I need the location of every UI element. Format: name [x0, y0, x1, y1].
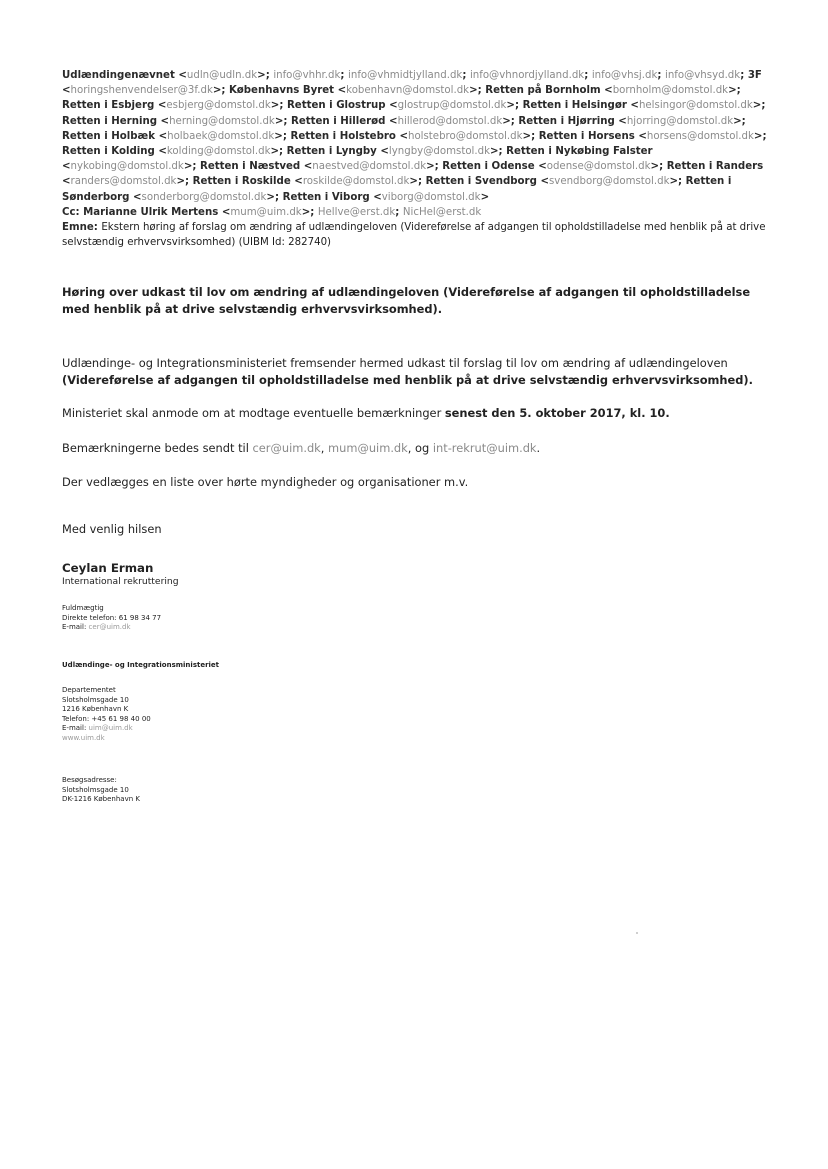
signature-contact: Fuldmægtig Direkte telefon: 61 98 34 77 E-mail: cer@uim.dk: [62, 604, 162, 632]
to-recipient-name: Retten i Hjørring: [518, 115, 619, 127]
to-recipient-name: Retten i Holbæk: [62, 130, 159, 142]
to-recipient: [287, 146, 499, 157]
angle-bracket: <: [157, 100, 167, 112]
to-recipient-email[interactable]: kolding@domstol.dk: [166, 146, 271, 158]
angle-bracket: >: [257, 70, 266, 81]
to-recipient-name: Retten i Randers: [666, 161, 764, 173]
paragraph-3: Bemærkningerne bedes sendt til cer@uim.dk, mum@uim.dk, og int-rekrut@uim.dk.: [62, 441, 541, 455]
separator: ;: [659, 161, 667, 173]
angle-bracket: <: [373, 191, 382, 203]
to-recipient: [291, 116, 511, 127]
to-recipient: [592, 70, 658, 81]
angle-bracket: >: [301, 206, 311, 218]
signature-title: International rekruttering: [62, 576, 179, 587]
angle-bracket: <: [638, 130, 647, 142]
angle-bracket: >: [270, 100, 280, 112]
angle-bracket: <: [160, 115, 170, 127]
separator: ;: [279, 146, 287, 158]
angle-bracket: >: [176, 176, 185, 188]
angle-bracket: >: [409, 176, 418, 188]
cc-recipient-email[interactable]: Hellve@erst.dk: [317, 206, 396, 218]
angle-bracket: <: [630, 100, 639, 112]
to-recipient-name: Retten i Kolding: [62, 146, 159, 158]
scan-speck: [636, 932, 638, 934]
separator: ;: [736, 85, 741, 97]
cc-recipient-name: Marianne Ulrik Mertens: [83, 206, 222, 218]
cc-recipient: [83, 207, 310, 218]
to-recipient-email[interactable]: holstebro@domstol.dk: [407, 130, 523, 142]
cc-label: Cc:: [62, 206, 84, 218]
angle-bracket: <: [604, 85, 613, 97]
to-recipient-email[interactable]: esbjerg@domstol.dk: [166, 100, 271, 112]
to-recipient-email[interactable]: glostrup@domstol.dk: [397, 100, 507, 112]
to-recipient-name: Retten i Lyngby: [286, 146, 381, 158]
to-recipient-name: Københavns Byret: [229, 85, 338, 97]
angle-bracket: >: [752, 100, 762, 112]
to-recipient-email[interactable]: bornholm@domstol.dk: [612, 85, 729, 97]
org-email-link[interactable]: uim@uim.dk: [88, 724, 133, 733]
to-recipient-email[interactable]: sonderborg@domstol.dk: [141, 191, 267, 203]
email-link-mum[interactable]: mum@uim.dk: [328, 441, 408, 455]
to-recipient: [62, 146, 279, 157]
to-recipients: [62, 68, 774, 205]
separator: ;: [477, 85, 486, 97]
angle-bracket: >: [426, 161, 435, 173]
angle-bracket: >: [480, 191, 490, 203]
to-recipient-name: Retten i Viborg: [282, 191, 374, 203]
cc-recipient-email[interactable]: NicHel@erst.dk: [402, 206, 482, 218]
angle-bracket: >: [469, 85, 478, 97]
to-recipient-email[interactable]: horsens@domstol.dk: [646, 130, 754, 142]
subject-label: Emne:: [62, 222, 102, 234]
cc-recipient: [403, 207, 481, 218]
cc-line: [62, 205, 774, 220]
separator: ;: [761, 100, 766, 112]
body-heading: [62, 284, 774, 317]
to-recipient-email[interactable]: herning@domstol.dk: [169, 115, 275, 127]
to-recipient: [283, 192, 490, 203]
email-link-cer[interactable]: cer@uim.dk: [252, 441, 321, 455]
to-recipient: [62, 70, 266, 81]
to-recipient-name: Retten i Herning: [62, 115, 161, 127]
to-recipient-email[interactable]: hillerod@domstol.dk: [397, 115, 503, 127]
organization-name: Udlændinge- og Integrationsministeriet: [62, 661, 220, 669]
angle-bracket: <: [618, 115, 627, 127]
to-recipient-name: Retten i Svendborg: [425, 176, 541, 188]
to-recipient: [442, 161, 659, 172]
to-recipient: [426, 176, 678, 187]
separator: ;: [462, 70, 470, 81]
separator: ;: [657, 70, 665, 81]
separator: ;: [279, 100, 287, 112]
email-link-int-rekrut[interactable]: int-rekrut@uim.dk: [432, 441, 537, 455]
to-recipient-email[interactable]: kobenhavn@domstol.dk: [346, 85, 470, 97]
angle-bracket: >: [274, 115, 284, 127]
to-recipient-name: Retten i Næstved: [199, 161, 304, 173]
email-header: [62, 68, 774, 250]
to-recipient-email[interactable]: randers@domstol.dk: [70, 176, 177, 188]
to-recipient: [518, 116, 741, 127]
to-recipient-email[interactable]: info@vhsj.dk: [591, 70, 658, 81]
angle-bracket: >: [650, 161, 660, 173]
angle-bracket: <: [380, 146, 389, 158]
to-recipient: [62, 116, 283, 127]
to-recipient-name: 3F: [747, 70, 762, 81]
separator: ;: [274, 191, 283, 203]
angle-bracket: <: [62, 85, 71, 97]
angle-bracket: >: [502, 115, 511, 127]
to-recipient-name: Retten på Bornholm: [485, 85, 605, 97]
separator: ;: [510, 115, 519, 127]
to-recipient-name: Retten i Hillerød: [291, 115, 390, 127]
to-recipient: [229, 85, 478, 96]
separator: ;: [434, 161, 443, 173]
separator: ;: [740, 70, 748, 81]
angle-bracket: <: [389, 100, 398, 112]
to-recipient: [470, 70, 584, 81]
department-address: Departementet Slotsholmsgade 10 1216 København K Telefon: +45 61 98 40 00 E-mail: uim@uim.dk www.uim.dk: [62, 686, 774, 744]
to-recipient-email[interactable]: odense@domstol.dk: [546, 161, 651, 173]
angle-bracket: >: [183, 161, 193, 173]
angle-bracket: <: [132, 191, 142, 203]
to-recipient-name: Retten i Roskilde: [192, 176, 295, 188]
angle-bracket: >: [669, 176, 679, 188]
to-recipient-email[interactable]: horingshenvendelser@3f.dk: [70, 85, 213, 97]
to-recipient-email[interactable]: roskilde@domstol.dk: [302, 176, 410, 188]
paragraph-4: Der vedlægges en liste over hørte myndigheder og organisationer m.v.: [62, 475, 469, 489]
angle-bracket: <: [178, 70, 187, 81]
angle-bracket: >: [753, 130, 763, 142]
angle-bracket: <: [294, 176, 303, 188]
angle-bracket: >: [489, 146, 499, 158]
angle-bracket: >: [266, 191, 275, 203]
to-recipient-name: Retten i Helsingør: [522, 100, 631, 112]
to-recipient: [539, 131, 763, 142]
to-recipient: [523, 100, 762, 111]
closing: Med venlig hilsen: [62, 522, 162, 536]
separator: ;: [531, 130, 539, 142]
separator: ;: [340, 70, 349, 81]
angle-bracket: >: [522, 130, 532, 142]
separator: ;: [395, 206, 403, 218]
to-recipient-email[interactable]: info@vhmidtjylland.dk: [348, 70, 463, 81]
separator: ;: [417, 176, 426, 188]
to-recipient: [348, 70, 462, 81]
angle-bracket: <: [62, 161, 71, 173]
subject-line: [62, 220, 774, 250]
signature-email-link[interactable]: cer@uim.dk: [88, 623, 131, 632]
to-recipient: [200, 161, 435, 172]
angle-bracket: >: [733, 115, 742, 127]
signature-name: Ceylan Erman: [62, 561, 154, 575]
to-recipient-name: Udlændingenævnet: [62, 70, 179, 81]
to-recipient-email[interactable]: nykobing@domstol.dk: [70, 161, 184, 173]
angle-bracket: >: [270, 146, 280, 158]
angle-bracket: <: [303, 161, 313, 173]
cc-recipient-email[interactable]: mum@uim.dk: [230, 206, 302, 218]
to-recipient-email[interactable]: udln@udln.dk: [186, 70, 258, 81]
to-recipient-name: Retten i Sønderborg: [62, 176, 732, 203]
to-recipient: [485, 85, 736, 96]
separator: ;: [514, 100, 523, 112]
to-recipient-email[interactable]: helsingor@domstol.dk: [638, 100, 753, 112]
to-recipient: [273, 70, 340, 81]
separator: ;: [678, 176, 686, 188]
to-recipient: [62, 100, 279, 111]
angle-bracket: <: [389, 115, 398, 127]
separator: ;: [283, 115, 291, 127]
angle-bracket: <: [538, 161, 547, 173]
to-recipient-email[interactable]: holbaek@domstol.dk: [167, 130, 275, 142]
separator: ;: [741, 115, 746, 127]
subject-text: Ekstern høring af forslag om ændring af udlændingeloven (Videreførelse af adgangen til opholdstilladelse med henblik på at drive selvstændig erhvervsvirksomhed) (UIBM Id: 282740): [62, 222, 766, 249]
heading-text: Høring over udkast til lov om ændring af udlændingeloven (Videreførelse af adgangen til opholdstilladelse med henblik på at drive selvstændig erhvervsvirksomhed).: [62, 285, 751, 316]
to-recipient-email[interactable]: svendborg@domstol.dk: [548, 176, 670, 188]
to-recipient-name: Retten i Odense: [442, 161, 539, 173]
separator: ;: [282, 130, 291, 142]
to-recipient-name: Retten i Glostrup: [286, 100, 390, 112]
to-recipient-email[interactable]: naestved@domstol.dk: [312, 161, 427, 173]
to-recipient-name: Retten i Horsens: [538, 130, 639, 142]
visiting-address: Besøgsadresse: Slotsholmsgade 10 DK-1216 København K: [62, 776, 140, 804]
separator: ;: [265, 70, 274, 81]
to-recipient-email[interactable]: info@vhsyd.dk: [664, 70, 741, 81]
angle-bracket: >: [506, 100, 515, 112]
angle-bracket: <: [337, 85, 347, 97]
separator: ;: [192, 161, 200, 173]
angle-bracket: >: [728, 85, 737, 97]
to-recipient-email[interactable]: hjorring@domstol.dk: [626, 115, 734, 127]
angle-bracket: <: [158, 130, 168, 142]
angle-bracket: <: [221, 206, 231, 218]
to-recipient-name: Retten i Esbjerg: [62, 100, 158, 112]
angle-bracket: <: [399, 130, 408, 142]
to-recipient-name: Retten i Holstebro: [290, 130, 400, 142]
to-recipient: [193, 176, 418, 187]
separator: ;: [762, 130, 767, 142]
to-recipient-email[interactable]: info@vhnordjylland.dk: [469, 70, 585, 81]
angle-bracket: >: [274, 130, 283, 142]
website-link[interactable]: www.uim.dk: [62, 733, 105, 742]
separator: ;: [498, 146, 507, 158]
separator: ;: [221, 85, 230, 97]
angle-bracket: <: [158, 146, 167, 158]
separator: ;: [310, 206, 318, 218]
to-recipient-email[interactable]: viborg@domstol.dk: [381, 191, 481, 203]
to-recipient-email[interactable]: lyngby@domstol.dk: [388, 146, 490, 158]
to-recipient-email[interactable]: info@vhhr.dk: [273, 70, 341, 81]
to-recipient: [290, 131, 531, 142]
cc-recipient: [318, 207, 395, 218]
angle-bracket: <: [540, 176, 549, 188]
separator: ;: [185, 176, 193, 188]
to-recipient: [62, 131, 283, 142]
paragraph-1: Udlændinge- og Integrationsministeriet fremsender hermed udkast til forslag til lov om ændring af udlændingeloven (Videreførelse af adgangen til opholdstilladelse med henblik på at drive selvstændig erhvervsvirksomhed).: [62, 356, 753, 387]
to-recipient: [287, 100, 515, 111]
separator: ;: [584, 70, 592, 81]
angle-bracket: >: [212, 85, 222, 97]
to-recipient: [665, 70, 740, 81]
angle-bracket: <: [62, 176, 71, 188]
to-recipient-name: Retten i Nykøbing Falster: [506, 146, 653, 158]
paragraph-2: Ministeriet skal anmode om at modtage eventuelle bemærkninger senest den 5. oktober 2017, kl. 10.: [62, 406, 670, 420]
